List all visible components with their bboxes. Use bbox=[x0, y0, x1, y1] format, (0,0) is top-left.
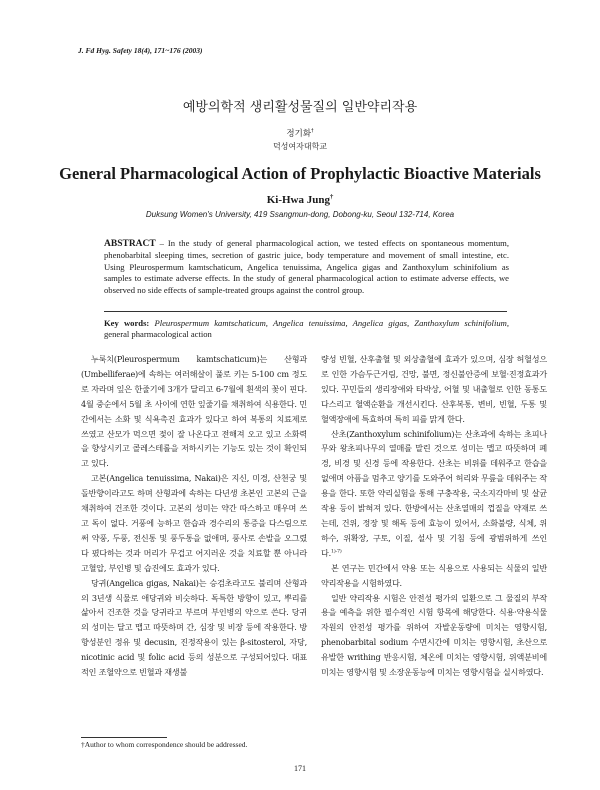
keywords bbox=[104, 318, 509, 341]
english-author-mark: † bbox=[329, 193, 334, 201]
journal-citation: J. Fd Hyg. Safety 18(4), 171~176 (2003) bbox=[78, 46, 203, 55]
keywords-italic: Pleurospermum kamtschaticum, Angelica tenuissima, Angelica gigas, Zanthoxylum schinifolium, bbox=[154, 318, 509, 328]
right-column bbox=[321, 352, 547, 680]
korean-author bbox=[0, 127, 600, 139]
page-number: 171 bbox=[294, 764, 306, 773]
english-author-name: Ki-Hwa Jung bbox=[266, 194, 330, 206]
korean-affiliation: 덕성여자대학교 bbox=[272, 142, 328, 151]
english-affiliation: Duksung Women's University, 419 Ssangmun-dong, Dobong-ku, Seoul 132-714, Korea bbox=[145, 210, 455, 219]
abstract-text: – In the study of general pharmacological action, we tested effects on spontaneous momentum, phenobarbital sleeping times, secretion of gastric juice, body temperature and movement of small intestine, etc. Using Pleurospermum kamtschaticum, Angelica tenuissima, Angelica gigas and Zanthoxylum schinifolium as samples to estimate adverse effects. In the study of general pharmacological action to estimate adverse effects, we observed no side effects of sample-treated groups against the control group. bbox=[104, 238, 509, 295]
body-paragraph: 일반 약리작용 시험은 안전성 평가의 일환으로 그 물질의 부작용을 예측을 위한 필수적인 시험 항목에 해당한다. 식용·약용식물 자원의 안전성 평가를 위하여 자발운동량에 미치는 영향시험, phenobarbital sodium 수면시간에 미치는 영향시험, 초산으로 유발한 writhing 반응시험, 체온에 미치는 영향시험, 위액분비에 미치는 영향시험 및 소장운동능에 미치는 영향시험을 실시하였다. bbox=[321, 592, 547, 678]
abstract bbox=[104, 238, 509, 296]
left-column bbox=[81, 352, 307, 680]
body-paragraph: 당귀(Angelica gigas, Nakai)는 승검초라고도 불리며 산형과의 3년생 식물로 애당귀와 비슷하다. 독특한 방향이 있고, 뿌리를 삶아서 건조한 것을 당귀라고 부르며 부인병의 약으로 쓴다. 당귀의 성미는 달고 맵고 따뜻하며 간, 심장 및 비장 등에 작용한다. 방향성분인 정유 및 decusin, 진정작용이 있는 β-sitosterol, 자당, nicotinic acid 및 folic acid 등의 성분으로 구성되어있다. 대표적인 조혈약으로 빈혈과 재생불 bbox=[81, 577, 307, 678]
body-paragraph-text: 산초(Zanthoxylum schinifolium)는 산초과에 속하는 초피나무와 왕초피나무의 열매를 말린 것으로 성미는 맵고 따뜻하며 폐경, 비경 및 신경 등에 작용한다. 산초는 비위를 데워주고 한습을 없애며 아픔을 멈추고 양기를 도와주어 허리와 무릎을 데워주는 작용을 한다. 또한 약리실험을 통해 구충작용, 국소지각마비 및 살균작용 등이 밝혀져 있다. 한방에서는 산초열매의 껍질을 약재로 쓰는데, 건위, 정장 및 해독 등에 효능이 있어서, 소화불량, 식체, 위하수, 위확장, 구토, 이질, 설사 및 기침 등에 광범위하게 쓰인다. bbox=[321, 428, 547, 558]
korean-author-name: 정기화 bbox=[286, 129, 312, 139]
body-paragraph: 본 연구는 민간에서 약용 또는 식용으로 사용되는 식물의 일반 약리작용을 시험하였다. bbox=[321, 562, 547, 588]
korean-author-mark: † bbox=[311, 128, 314, 135]
keywords-label: Key words: bbox=[104, 318, 150, 328]
abstract-rule bbox=[104, 311, 507, 312]
footnote: †Author to whom correspondence should be addressed. bbox=[81, 740, 248, 749]
footnote-rule bbox=[81, 737, 167, 738]
english-author bbox=[0, 194, 600, 206]
abstract-label: ABSTRACT bbox=[104, 239, 156, 249]
body-paragraph bbox=[321, 427, 547, 561]
body-paragraph: 고본(Angelica tenuissima, Nakai)은 지신, 미경, 산천궁 및 돌반향이라고도 하며 산형과에 속하는 다년생 초본인 고본의 근을 채취하여 건조한 것이다. 고본의 성미는 약간 따스하고 매우며 쓰고 독이 없다. 거풍에 능하고 한습과 경수리의 통증을 다스림으로써 약풍, 두풍, 전신통 및 풍두통을 없애며, 풍사로 손발을 오그렸다 폈다하는 것과 머리가 무겁고 어지러운 것을 치료할 뿐 아니라 고혈압, 부인병 및 습진에도 효과가 있다. bbox=[81, 473, 307, 573]
english-title: General Pharmacological Action of Prophylactic Bioactive Materials bbox=[59, 164, 541, 183]
citation-mark: 1)-7) bbox=[331, 548, 342, 555]
keywords-plain: general pharmacological action bbox=[104, 329, 212, 340]
body-paragraph: 누룩치(Pleurospermum kamtschaticum)는 산형과(Umbelliferae)에 속하는 여러해살이 풀로 키는 5-100 cm 정도로 자라며 잎은 한줄기에 3개가 달리고 6-7월에 흰색의 꽃이 핀다. 4월 중순에서 5월 초 사이에 연한 잎줄기를 채취하여 식용한다. 민간에서는 소화 및 식욕촉진 효과가 있다고 하여 복통의 치료제로 쓰였고 산모가 먹으면 젖이 잘 나온다고 전해져 오고 있고 소화력을 향상시키고 콜레스테롤을 저하시키는 기능도 있는 것이 확인되고 있다. bbox=[81, 354, 307, 469]
korean-title: 예방의학적 생리활성물질의 일반약리작용 bbox=[182, 100, 418, 115]
body-paragraph: 량성 빈혈, 산후출혈 및 외상출혈에 효과가 있으며, 심장 허혈성으로 인한 가슴두근거림, 건망, 불면, 정신불안증에 보혈·진정효과가 있다. 꾸민들의 생리장애와 타박상, 어혈 및 내출혈로 인한 동통도 다스리고 혈액순환을 개선시킨다. 산후복통, 변비, 빈혈, 두통 및 혈액장애에 특효하며 특히 피를 맑게 한다. bbox=[321, 354, 547, 424]
